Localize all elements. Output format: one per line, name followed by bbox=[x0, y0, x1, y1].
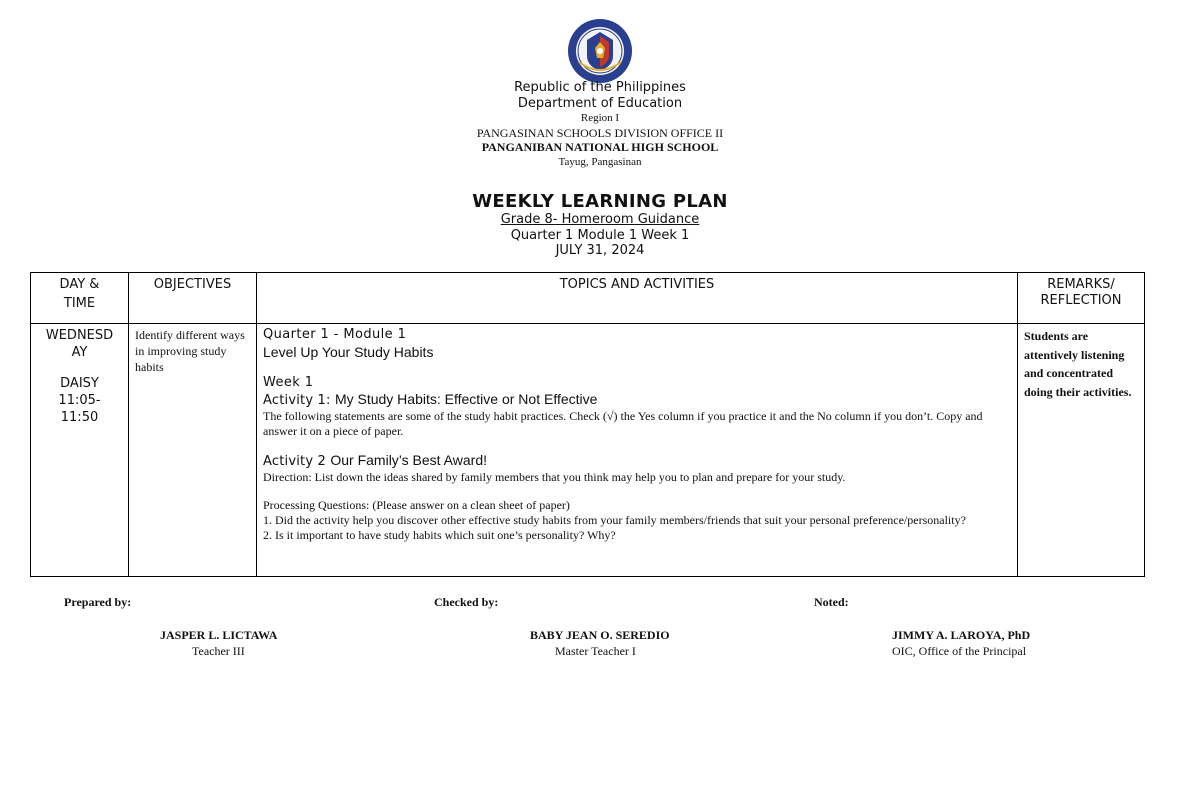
day-line2: AY bbox=[71, 345, 88, 360]
header-topics: TOPICS AND ACTIVITIES bbox=[257, 273, 1018, 324]
header-day-line2: TIME bbox=[63, 296, 96, 311]
processing-question-2: 2. Is it important to have study habits which suit one’s personality? Why? bbox=[263, 528, 616, 542]
header-remarks-line1: REMARKS/ bbox=[1047, 277, 1115, 292]
activity1-heading bbox=[263, 391, 1011, 409]
table-header-row bbox=[31, 273, 1145, 324]
checked-by-name: BABY JEAN O. SEREDIO bbox=[530, 628, 670, 642]
noted-label: Noted: bbox=[814, 595, 849, 609]
activity2-text: Direction: List down the ideas shared by family members that you think may help you to plan and prepare for your study. bbox=[263, 470, 846, 484]
day-time-cell bbox=[31, 324, 129, 577]
activity2-title: Our Family’s Best Award! bbox=[330, 452, 488, 468]
region-line: Region I bbox=[580, 112, 620, 124]
school-location: Tayug, Pangasinan bbox=[558, 156, 642, 168]
department-line: Department of Education bbox=[517, 96, 683, 111]
checked-by-label: Checked by: bbox=[434, 595, 499, 609]
module-label: Quarter 1 - Module 1 bbox=[263, 327, 407, 342]
processing-question-1: 1. Did the activity help you discover other effective study habits from your family members/friends that suit your personal preference/personality? bbox=[263, 513, 966, 527]
objective-cell: Identify different ways in improving study habits bbox=[129, 324, 257, 577]
activity1-title: My Study Habits: Effective or Not Effective bbox=[334, 391, 598, 407]
checked-by-title: Master Teacher I bbox=[555, 644, 636, 658]
activity2-prefix: Activity 2 bbox=[263, 454, 331, 469]
learning-plan-table bbox=[30, 272, 1145, 577]
page-title: WEEKLY LEARNING PLAN bbox=[472, 191, 728, 212]
header-remarks bbox=[1018, 273, 1145, 324]
prepared-by-name: JASPER L. LICTAWA bbox=[160, 628, 278, 642]
plan-date: JULY 31, 2024 bbox=[555, 243, 645, 258]
activity1-prefix: Activity 1: bbox=[263, 393, 335, 408]
module-title: Level Up Your Study Habits bbox=[263, 344, 434, 360]
quarter-subtitle: Quarter 1 Module 1 Week 1 bbox=[510, 228, 690, 243]
header-remarks-line2: REFLECTION bbox=[1040, 293, 1122, 308]
time-line1: 11:05- bbox=[58, 393, 101, 408]
republic-line: Republic of the Philippines bbox=[514, 80, 686, 95]
teacher-section-name: DAISY bbox=[60, 376, 99, 391]
activity2-heading bbox=[263, 452, 1011, 470]
header-day-line1: DAY & bbox=[59, 277, 100, 292]
subject-subtitle: Grade 8- Homeroom Guidance bbox=[500, 212, 700, 227]
activity1-text: The following statements are some of the study habit practices. Check (√) the Yes column if you practice it and the No column if you don’t. Copy and answer it on a piece of paper. bbox=[263, 409, 983, 438]
day-line1: WEDNESD bbox=[45, 328, 114, 343]
remarks-cell: Students are attentively listening and concentrated doing their activities. bbox=[1018, 324, 1145, 577]
noted-name: JIMMY A. LAROYA, PhD bbox=[892, 628, 1031, 642]
header-objectives: OBJECTIVES bbox=[129, 273, 257, 324]
processing-questions-header: Processing Questions: (Please answer on a clean sheet of paper) bbox=[263, 498, 570, 512]
deped-seal-logo bbox=[567, 18, 633, 84]
week-label: Week 1 bbox=[263, 375, 314, 390]
header-day-time bbox=[31, 273, 129, 324]
table-row bbox=[31, 324, 1145, 577]
prepared-by-title: Teacher III bbox=[192, 644, 245, 658]
noted-title: OIC, Office of the Principal bbox=[892, 644, 1027, 658]
topics-cell bbox=[257, 324, 1018, 577]
school-name: PANGANIBAN NATIONAL HIGH SCHOOL bbox=[481, 140, 719, 154]
time-line2: 11:50 bbox=[60, 410, 99, 425]
prepared-by-label: Prepared by: bbox=[64, 595, 132, 609]
division-line: PANGASINAN SCHOOLS DIVISION OFFICE II bbox=[476, 126, 724, 140]
